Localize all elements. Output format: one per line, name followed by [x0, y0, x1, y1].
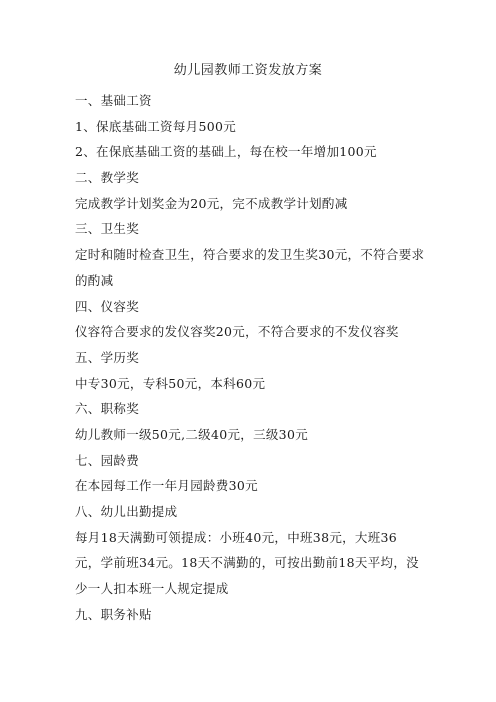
text-line: 中专30元，专科50元，本科60元: [75, 375, 266, 391]
section-heading-basic-salary: 一、基础工资: [75, 93, 152, 108]
section-heading-appearance-bonus: 四、仪容奖: [75, 298, 140, 314]
text-line: 定时和随时检查卫生，符合要求的发卫生奖30元，不符合要求: [75, 247, 425, 263]
text-line: 的酌减: [75, 272, 114, 288]
section-heading-education-bonus: 五、学历奖: [75, 349, 140, 365]
text-line: 完成教学计划奖金为20元，完不成教学计划酌减: [75, 195, 348, 211]
text-line: 幼儿教师一级50元,二级40元，三级30元: [75, 426, 308, 442]
section-heading-hygiene-bonus: 三、卫生奖: [75, 221, 140, 237]
section-heading-teaching-bonus: 二、教学奖: [75, 170, 140, 186]
text-line: 仪容符合要求的发仪容奖20元，不符合要求的不发仪容奖: [75, 324, 399, 340]
section-heading-seniority: 七、园龄费: [75, 452, 140, 468]
text-line: 元，学前班34元。18天不满勤的，可按出勤前18天平均，没: [75, 555, 419, 571]
document-title: 幼儿园教师工资发放方案: [173, 63, 323, 78]
text-line: 在本园每工作一年月园龄费30元: [75, 478, 258, 494]
section-heading-title-bonus: 六、职称奖: [75, 401, 140, 417]
section-heading-position-allowance: 九、职务补贴: [75, 606, 152, 622]
text-line: 少一人扣本班一人规定提成: [75, 581, 229, 597]
text-line: 1、保底基础工资每月500元: [75, 118, 237, 134]
text-line: 每月18天满勤可领提成：小班40元，中班38元，大班36: [75, 529, 398, 545]
section-heading-attendance: 八、幼儿出勤提成: [75, 504, 178, 519]
document-body: [75, 88, 433, 627]
text-line: 2、在保底基础工资的基础上，每在校一年增加100元: [75, 144, 377, 160]
